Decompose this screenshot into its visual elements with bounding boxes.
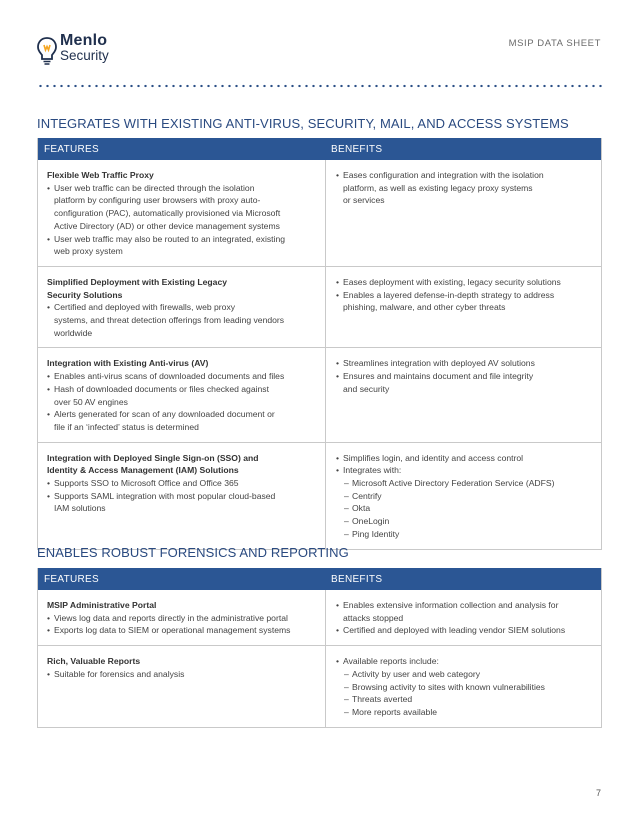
table-header	[38, 568, 601, 590]
feature-bullet	[47, 370, 321, 383]
bullet-line: or services	[343, 195, 385, 206]
benefits-column-header: BENEFITS	[331, 573, 383, 585]
table-row	[38, 160, 601, 266]
feature-cell	[38, 443, 326, 549]
bullet-line: platform, as well as existing legacy proxy systems	[343, 182, 533, 193]
benefit-sub-item: – OneLogin	[336, 515, 593, 528]
bullet-line: configuration (PAC), automatically provisioned via Microsoft	[54, 208, 281, 219]
logo-name: Menlo	[60, 32, 108, 49]
bullet-line: Ensures and maintains document and file integrity	[343, 371, 534, 382]
dotted-divider	[37, 84, 602, 88]
feature-title: Identity & Access Management (IAM) Solutions	[47, 465, 239, 476]
page-number: 7	[595, 788, 601, 798]
feature-bullet	[47, 668, 321, 681]
feature-bullet	[47, 490, 321, 515]
feature-bullet	[47, 477, 321, 490]
bullet-line: platform by configuring user browsers with proxy auto-	[54, 195, 261, 206]
bullet-line: file if an ‘infected’ status is determined	[54, 421, 199, 432]
section-title-integrations: INTEGRATES WITH EXISTING ANTI-VIRUS, SECURITY, MAIL, AND ACCESS SYSTEMS	[37, 116, 569, 131]
benefit-bullet	[336, 370, 593, 395]
document-label: MSIP DATA SHEET	[508, 38, 601, 49]
bullet-line: systems, and threat detection offerings from leading vendors	[54, 315, 285, 326]
feature-title: Integration with Deployed Single Sign-on (SSO) and	[47, 452, 259, 463]
feature-title: Security Solutions	[47, 289, 123, 300]
bullet-line: Hash of downloaded documents or files checked against	[54, 383, 269, 394]
benefit-bullet	[336, 169, 593, 207]
benefit-cell	[326, 443, 601, 549]
feature-title: Integration with Existing Anti-virus (AV)	[47, 358, 209, 369]
bullet-line: Views log data and reports directly in the administrative portal	[54, 612, 288, 623]
logo-subtitle: Security	[60, 48, 109, 63]
benefit-sub-item: – More reports available	[336, 706, 593, 719]
lightbulb-logo-icon	[36, 36, 58, 66]
bullet-line: Enables a layered defense-in-depth strategy to address	[343, 289, 555, 300]
bullet-line: Enables extensive information collection and analysis for	[343, 600, 559, 610]
feature-cell	[38, 348, 326, 441]
benefit-cell	[326, 646, 601, 727]
benefit-bullet	[336, 452, 593, 465]
bullet-line: Alerts generated for scan of any downloaded document or	[54, 409, 275, 420]
benefit-bullet	[336, 289, 593, 314]
table-row	[38, 645, 601, 727]
bullet-line: attacks stopped	[343, 612, 404, 623]
bullet-line: Simplifies login, and identity and access control	[343, 452, 524, 463]
bullet-line: web proxy system	[54, 246, 123, 257]
feature-cell	[38, 160, 326, 266]
integrations-table	[37, 138, 602, 550]
benefit-sub-item: – Okta	[336, 502, 593, 515]
feature-bullet	[47, 612, 321, 625]
bullet-line: Streamlines integration with deployed AV solutions	[343, 358, 535, 369]
feature-bullet	[47, 301, 321, 339]
feature-cell	[38, 646, 326, 727]
feature-title: Flexible Web Traffic Proxy	[47, 170, 154, 180]
bullet-line: Eases deployment with existing, legacy security solutions	[343, 276, 561, 287]
table-row	[38, 590, 601, 645]
bullet-line: Supports SSO to Microsoft Office and Office 365	[54, 478, 239, 489]
bullet-line: IAM solutions	[54, 503, 106, 514]
feature-title: Simplified Deployment with Existing Legacy	[47, 276, 228, 287]
bullet-line: Enables anti-virus scans of downloaded documents and files	[54, 371, 285, 382]
bullet-line: Integrates with:	[343, 465, 402, 476]
feature-bullet	[47, 233, 321, 258]
table-row	[38, 266, 601, 348]
bullet-line: User web traffic may also be routed to an integrated, existing	[54, 233, 286, 244]
benefit-bullet	[336, 464, 593, 477]
forensics-table	[37, 568, 602, 728]
benefit-sub-item: – Browsing activity to sites with known vulnerabilities	[336, 681, 593, 694]
benefit-bullet	[336, 624, 593, 637]
benefit-cell	[326, 267, 601, 348]
menlo-security-logo	[36, 34, 109, 66]
bullet-line: worldwide	[54, 327, 93, 338]
table-row	[38, 347, 601, 441]
bullet-line: Certified and deployed with leading vendor SIEM solutions	[343, 625, 566, 636]
benefit-bullet	[336, 276, 593, 289]
bullet-line: Eases configuration and integration with the isolation	[343, 170, 544, 180]
benefit-sub-item: – Microsoft Active Directory Federation Service (ADFS)	[336, 477, 593, 490]
section-title-forensics: ENABLES ROBUST FORENSICS AND REPORTING	[37, 545, 349, 560]
benefit-bullet	[336, 655, 593, 668]
benefit-bullet	[336, 599, 593, 624]
benefit-sub-item: – Ping Identity	[336, 528, 593, 541]
feature-bullet	[47, 624, 321, 637]
features-column-header: FEATURES	[44, 143, 99, 155]
benefit-cell	[326, 160, 601, 266]
benefit-cell	[326, 348, 601, 441]
feature-bullet	[47, 182, 321, 233]
table-row	[38, 442, 601, 549]
bullet-line: User web traffic can be directed through the isolation	[54, 182, 255, 193]
feature-title: MSIP Administrative Portal	[47, 600, 157, 610]
bullet-line: Available reports include:	[343, 656, 439, 667]
bullet-line: Exports log data to SIEM or operational management systems	[54, 625, 291, 636]
bullet-line: phishing, malware, and other cyber threats	[343, 302, 506, 313]
bullet-line: Supports SAML integration with most popular cloud-based	[54, 490, 276, 501]
table-header	[38, 138, 601, 160]
feature-cell	[38, 590, 326, 645]
bullet-line: Active Directory (AD) or other device management systems	[54, 220, 280, 231]
bullet-line: Suitable for forensics and analysis	[54, 668, 185, 679]
benefit-sub-item: – Centrify	[336, 490, 593, 503]
bullet-line: and security	[343, 383, 390, 394]
feature-bullet	[47, 408, 321, 433]
benefit-bullet	[336, 357, 593, 370]
benefit-cell	[326, 590, 601, 645]
bullet-line: Certified and deployed with firewalls, web proxy	[54, 302, 236, 313]
benefit-sub-item: – Activity by user and web category	[336, 668, 593, 681]
features-column-header: FEATURES	[44, 573, 99, 585]
benefits-column-header: BENEFITS	[331, 143, 383, 155]
feature-title: Rich, Valuable Reports	[47, 656, 141, 667]
bullet-line: over 50 AV engines	[54, 396, 128, 407]
feature-cell	[38, 267, 326, 348]
feature-bullet	[47, 383, 321, 408]
benefit-sub-item: – Threats averted	[336, 693, 593, 706]
